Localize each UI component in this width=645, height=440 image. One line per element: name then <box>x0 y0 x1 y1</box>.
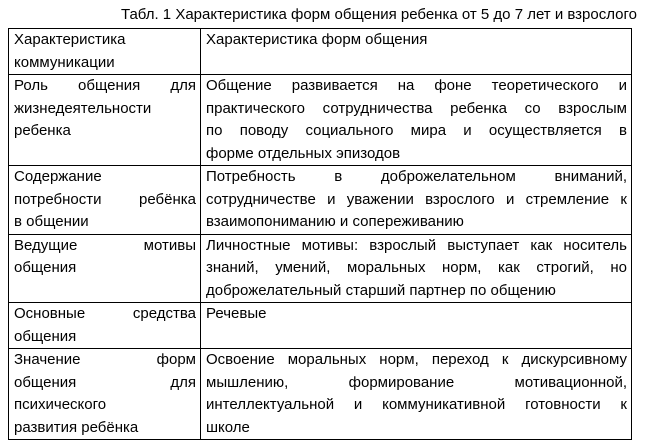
row-value-cell <box>201 234 632 303</box>
row-value-cell <box>201 166 632 235</box>
cell-line: Роль общения для <box>14 77 196 94</box>
row-label-cell <box>9 75 201 166</box>
cell-line: развития ребёнка <box>14 418 139 436</box>
cell-line: Ведущие мотивы <box>14 236 196 254</box>
cell-line: Речевые <box>206 305 267 322</box>
header-cell-communication <box>9 29 201 75</box>
cell-line: Основные средства <box>14 305 196 322</box>
cell-line: доброжелательный старший партнер по общению <box>206 281 556 299</box>
row-value-cell <box>201 303 632 349</box>
table-caption: Табл. 1 Характеристика форм общения ребенка от 5 до 7 лет и взрослого <box>120 6 637 23</box>
row-label-cell <box>9 166 201 235</box>
row-label-cell <box>9 303 201 349</box>
cell-line: ребенка <box>14 122 71 139</box>
cell-line: форме отдельных эпизодов <box>206 144 401 162</box>
header-cell-line: коммуникации <box>14 53 115 71</box>
cell-line: знаний, умений, моральных норм, как строгий, но <box>206 259 627 276</box>
cell-line: Личностные мотивы: взрослый выступает как носитель <box>206 236 627 254</box>
cell-line: Содержание <box>14 168 102 185</box>
cell-line: общения <box>14 259 77 276</box>
row-value-cell <box>201 75 632 166</box>
cell-line: психического <box>14 396 107 413</box>
table-row <box>9 349 632 440</box>
cell-line: Потребность в доброжелательном вниманий, <box>206 168 627 185</box>
cell-line: интеллектуальной и коммуникативной готовности к <box>206 396 627 413</box>
cell-line: потребности ребёнка <box>14 190 196 208</box>
cell-line: Значение форм <box>14 351 196 368</box>
row-label-cell <box>9 349 201 440</box>
table-row <box>9 234 632 303</box>
cell-line: взаимопониманию и сопереживанию <box>206 213 464 230</box>
table-row <box>9 166 632 235</box>
row-label-cell <box>9 234 201 303</box>
cell-line: по поводу социального мира и осуществляется в <box>206 122 627 139</box>
characteristics-table <box>8 28 632 440</box>
cell-line: Общение развивается на фоне теоретического и <box>206 77 627 94</box>
cell-line: в общении <box>14 213 89 230</box>
cell-line: общения <box>14 327 77 345</box>
table-row <box>9 75 632 166</box>
cell-line: практического сотрудничества ребенка со взрослым <box>206 99 627 117</box>
header-cell-line: Характеристика <box>14 31 126 48</box>
cell-line: общения для <box>14 373 196 391</box>
row-value-cell <box>201 349 632 440</box>
cell-line: жизнедеятельности <box>14 99 152 117</box>
cell-line: Освоение моральных норм, переход к дискурсивному <box>206 351 627 368</box>
cell-line: школе <box>206 418 250 436</box>
cell-line: мышлению, формирование мотивационной, <box>206 373 627 391</box>
header-cell-forms: Характеристика форм общения <box>201 29 632 75</box>
table-header-row <box>9 29 632 75</box>
table-row <box>9 303 632 349</box>
cell-line: сотрудничестве и уважении взрослого и стремление к <box>206 190 627 208</box>
